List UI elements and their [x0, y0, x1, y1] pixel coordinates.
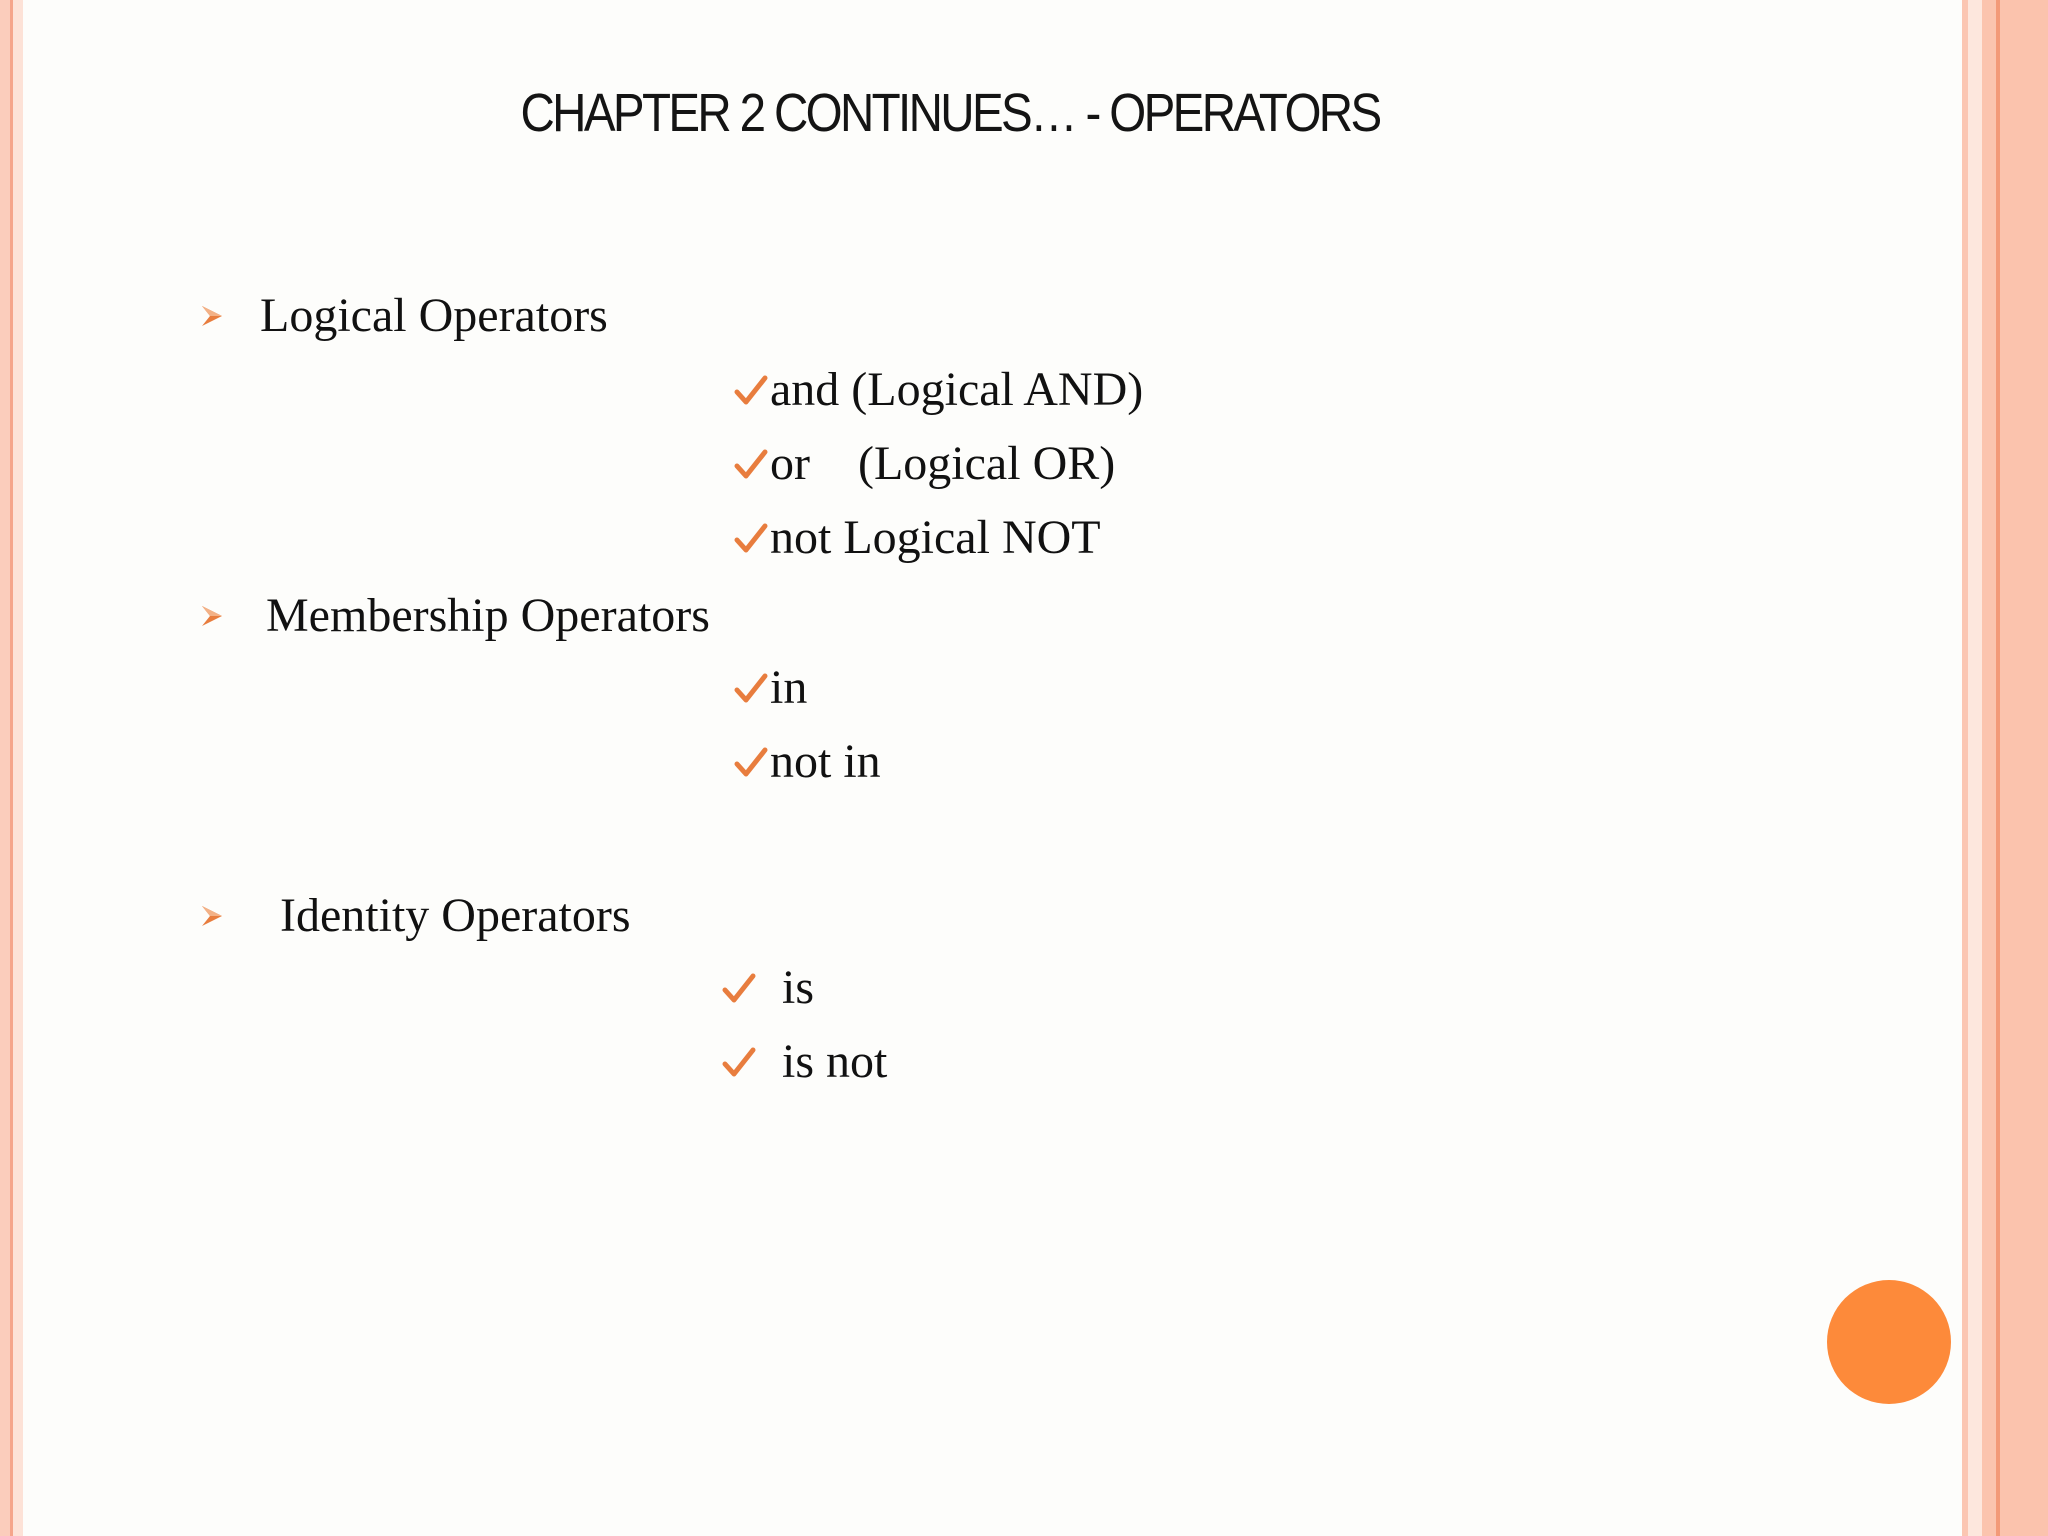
list-item [722, 1032, 887, 1092]
list-item-label: or (Logical OR) [770, 437, 1116, 490]
section-heading-label: Identity Operators [280, 889, 631, 942]
section-heading-label: Logical Operators [260, 289, 608, 342]
arrow-bullet-icon [200, 902, 224, 930]
checkmark-icon [722, 970, 756, 1006]
checkmark-icon [734, 520, 768, 556]
right-border-light-stripe [1968, 0, 1982, 1536]
list-item-label: and (Logical AND) [770, 363, 1144, 416]
slide-canvas [24, 0, 1962, 1536]
list-item [722, 958, 814, 1018]
list-item [734, 658, 807, 718]
checkmark-icon [734, 744, 768, 780]
section-heading-identity [200, 886, 631, 946]
section-heading-label: Membership Operators [266, 589, 710, 642]
section-heading-logical [200, 286, 608, 346]
checkmark-icon [734, 670, 768, 706]
list-item [734, 434, 1115, 494]
arrow-bullet-icon [200, 302, 224, 330]
checkmark-icon [734, 446, 768, 482]
section-heading-membership [200, 586, 710, 646]
list-item [734, 732, 881, 792]
right-border-outer-stripe [2000, 0, 2048, 1536]
list-item-label: not Logical NOT [770, 511, 1101, 564]
left-border-inner-stripe [13, 0, 23, 1536]
orange-circle-decoration [1827, 1280, 1951, 1404]
list-item-label: is not [782, 1035, 888, 1088]
slide-title: CHAPTER 2 CONTINUES… - OPERATORS [520, 83, 1380, 143]
list-item-label: in [770, 661, 808, 714]
checkmark-icon [722, 1044, 756, 1080]
left-border-stripe [0, 0, 10, 1536]
list-item [734, 360, 1143, 420]
arrow-bullet-icon [200, 602, 224, 630]
list-item [734, 508, 1101, 568]
list-item-label: is [782, 961, 815, 1014]
checkmark-icon [734, 372, 768, 408]
list-item-label: not in [770, 735, 881, 788]
right-border-stripe-2 [1982, 0, 1996, 1536]
